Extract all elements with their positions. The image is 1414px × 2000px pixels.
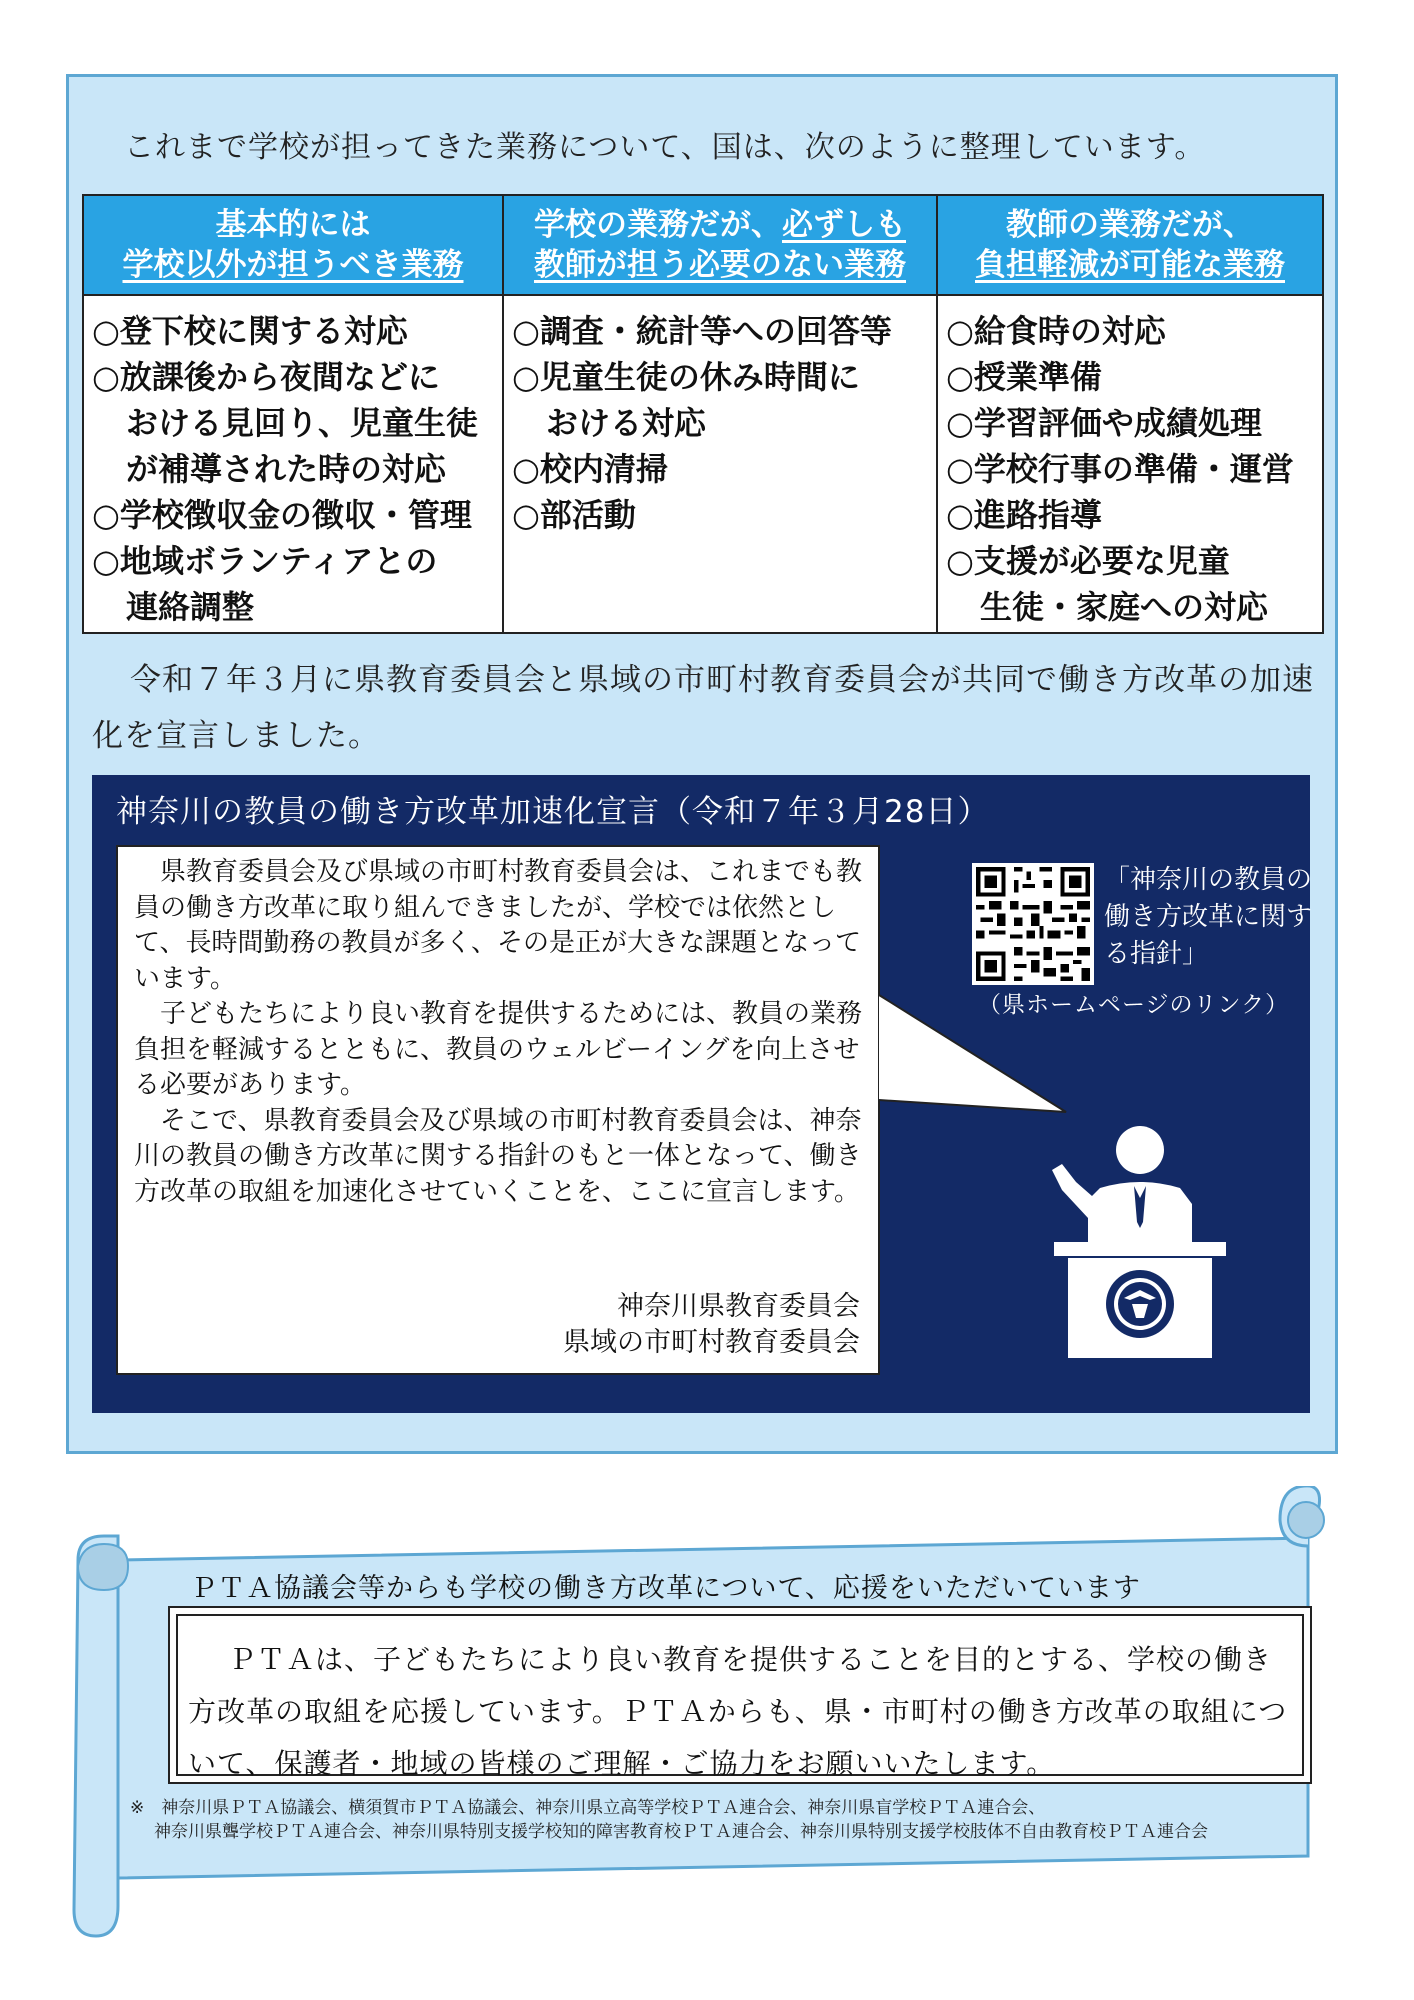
signer-municipal: 県域の市町村教育委員会 — [563, 1327, 860, 1358]
list-item: ○児童生徒の休み時間に おける対応 — [512, 358, 860, 442]
list-item: ○給食時の対応 — [946, 312, 1166, 350]
declaration-paragraph: そこで、県教育委員会及び県域の市町村教育委員会は、神奈川の教員の働き方改革に関する指針のもと一体となって、働き方改革の取組を加速化させていくことを、ここに宣言します。 — [134, 1105, 862, 1207]
pta-message: ＰＴＡは、子どもたちにより良い教育を提供することを目的とする、学校の働き方改革の取組を応援しています。ＰＴＡからも、県・市町村の働き方改革の取組について、保護者・地域の皆様のご理解・ご協力をお願いいたします。 — [188, 1643, 1288, 1780]
column-outside-school — [83, 295, 503, 633]
header-not-teacher — [503, 195, 937, 295]
declaration-title: 神奈川の教員の働き方改革加速化宣言（令和７年３月28日） — [116, 794, 990, 830]
list-item: ○放課後から夜間などに おける見回り、児童生徒 が補導された時の対応 — [92, 358, 479, 488]
qr-code-icon[interactable] — [972, 863, 1094, 985]
declaration-paragraph: 子どもたちにより良い教育を提供するためには、教員の業務負担を軽減するとともに、教員のウェルビーイングを向上させる必要があります。 — [134, 999, 863, 1100]
header-reduce-burden — [937, 195, 1323, 295]
header-line: 教師の業務だが、 — [1006, 207, 1254, 243]
declaration-body — [134, 855, 864, 1210]
list-item: ○学習評価や成績処理 — [946, 404, 1262, 442]
declaration-intro: 令和７年３月に県教育委員会と県域の市町村教育委員会が共同で働き方改革の加速化を宣言しました。 — [92, 662, 1314, 754]
declaration-paragraph: 県教育委員会及び県域の市町村教育委員会は、これまでも教員の働き方改革に取り組んできましたが、学校では依然として、長時間勤務の教員が多く、その是正が大きな課題となっています。 — [134, 857, 863, 994]
footnote — [130, 1796, 1330, 1844]
header-line: 学校以外が担うべき業務 — [122, 247, 464, 283]
list-item: ○調査・統計等への回答等 — [512, 312, 892, 350]
header-line: 教師が担う必要のない業務 — [534, 247, 906, 283]
signer-prefecture: 神奈川県教育委員会 — [617, 1291, 860, 1322]
list-item: ○地域ボランティアとの 連絡調整 — [92, 542, 438, 626]
list-item: ○支援が必要な児童 生徒・家庭への対応 — [946, 542, 1269, 626]
pta-section-title: ＰＴＡ協議会等からも学校の働き方改革について、応援をいただいています — [190, 1573, 1141, 1604]
list-item: ○校内清掃 — [512, 450, 668, 488]
header-line: 基本的には — [215, 207, 371, 243]
list-item: ○授業準備 — [946, 358, 1102, 396]
list-item: ○登下校に関する対応 — [92, 312, 408, 350]
column-not-teacher — [503, 295, 937, 633]
footnote-line: ※ 神奈川県ＰＴＡ協議会、横須賀市ＰＴＡ協議会、神奈川県立高等学校ＰＴＡ連合会、神奈川県盲学校ＰＴＡ連合会、 — [130, 1798, 1046, 1818]
qr-caption: 「神奈川の教員の働き方改革に関する指針」 — [1104, 865, 1313, 969]
header-line: 負担軽減が可能な業務 — [975, 247, 1285, 283]
footnote-line: 神奈川県聾学校ＰＴＡ連合会、神奈川県特別支援学校知的障害教育校ＰＴＡ連合会、神奈川県特別支援学校肢体不自由教育校ＰＴＡ連合会 — [154, 1822, 1208, 1842]
list-item: ○学校行事の準備・運営 — [946, 450, 1294, 488]
header-line: 学校の業務だが、必ずしも — [534, 207, 906, 243]
speaker-at-podium-icon — [1040, 1118, 1230, 1368]
link-caption: （県ホームページのリンク） — [978, 992, 1290, 1018]
column-reduce-burden — [937, 295, 1323, 633]
intro-text: これまで学校が担ってきた業務について、国は、次のように整理しています。 — [124, 130, 1206, 165]
list-item: ○学校徴収金の徴収・管理 — [92, 496, 472, 534]
list-item: ○部活動 — [512, 496, 636, 534]
list-item: ○進路指導 — [946, 496, 1102, 534]
header-outside-school — [83, 195, 503, 295]
task-classification-table — [82, 194, 1324, 634]
